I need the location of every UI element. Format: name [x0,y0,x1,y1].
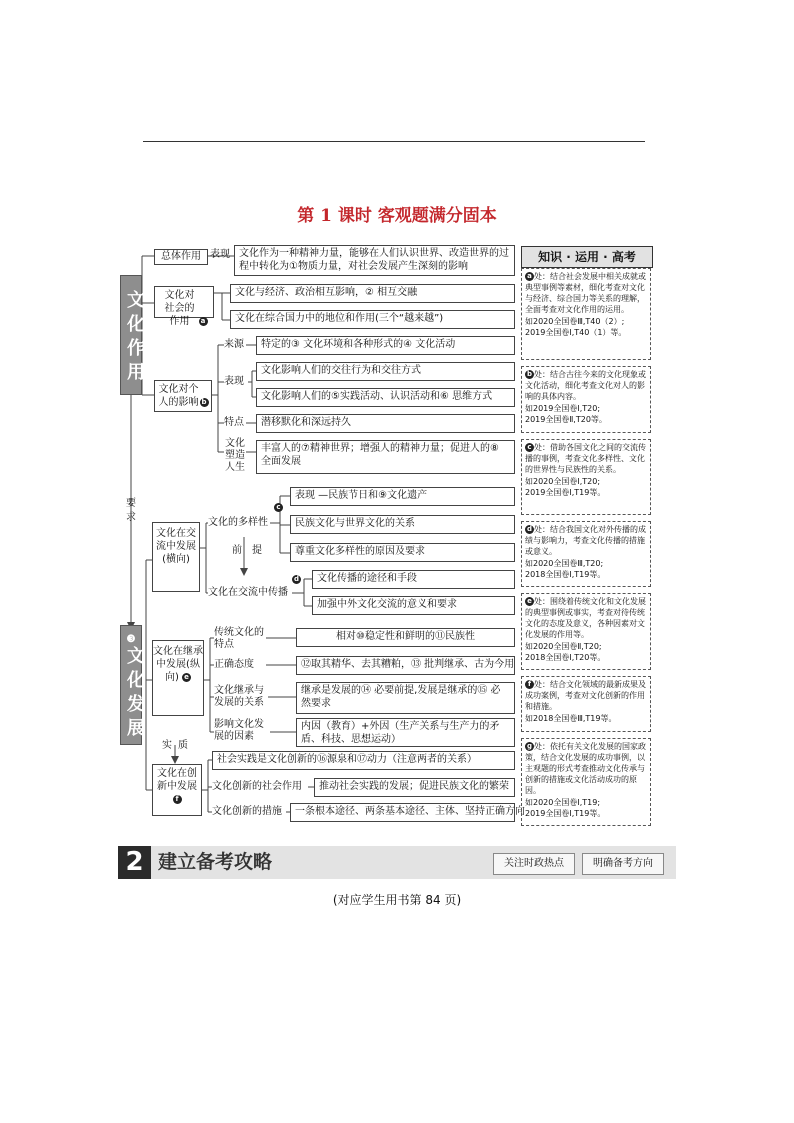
note-marker-icon: b [526,370,532,378]
premise-label: 前提 [232,545,272,556]
society-role-label: 文化对社会的作用 a [154,286,214,318]
show-item-2: 文化影响人们的⑤实践活动、认识活动和⑥ 思维方式 [256,388,515,407]
diversity-item-2: 民族文化与世界文化的关系 [290,515,515,534]
shape-text: 丰富人的⑦精神世界；增强人的精神力量；促进人的⑧ 全面发展 [256,440,515,474]
overall-role-text: 文化作为一种精神力量，能够在人们认识世界、改造世界的过程中转化为①物质力量，对社会发展产生深刻的影响 [234,245,515,276]
feature-label: 特点 [224,417,244,428]
society-item-1: 文化与经济、政治相互影响，② 相互交融 [230,284,515,303]
marker-d-icon: d [293,575,299,583]
side-note-f: f 处：结合文化领域的最新成果及成功案例，考查对文化创新的作用和措施。 如2018全国卷Ⅲ,T19等。 [521,676,651,732]
note-marker-icon: c [525,443,534,452]
innovate-row-1-text: 社会实践是文化创新的⑯源泉和⑰动力（注意两者的关系） [212,751,515,770]
side-note-c: c 处：借助各国文化之间的交流传播的事例，考查文化多样性、文化的世界性与民族性的关系。 如2020全国卷Ⅰ,T20; 2019全国卷Ⅰ,T19等。 [521,439,651,515]
note-marker-icon: g [526,742,532,750]
note-marker-icon: a [525,272,534,281]
innovate-row-3-text: 一条根本途径、两条基本途径、主体、坚持正确方向 [290,803,515,822]
note-marker-icon: f [525,680,534,689]
exchange-label: 文化在交流中发展(横向) [152,522,200,592]
spread-item-2: 加强中外文化交流的意义和要求 [312,596,515,615]
individual-role-label: 文化对个人的影响 b [154,380,212,412]
innovate-label: 文化在创新中发展 f [152,764,202,816]
section-2-title: 建立备考攻略 [158,851,273,873]
diversity-label: 文化的多样性 [208,517,268,528]
diversity-item-1: 表现 —民族节日和⑨文化遗产 [290,487,515,506]
inherit-row-4-label: 影响文化发展的因素 [214,719,264,742]
innovate-row-2-label: 文化创新的社会作用 [212,781,302,792]
overall-link-label: 表现 [210,249,230,260]
shape-label: 文化塑造人生 [225,438,245,473]
inherit-row-2-text: ⑫取其精华、去其糟粕，⑬ 批判继承、古为今用 [296,656,515,675]
side-note-d: d 处：结合我国文化对外传播的成绩与影响力，考查文化传播的措施或意义。 如2020全国卷Ⅲ,T20; 2018全国卷Ⅰ,T19等。 [521,521,651,587]
spread-item-1: 文化传播的途径和手段 [312,570,515,589]
note-marker-icon: e [525,597,534,606]
marker-c-icon: c [274,503,283,512]
diversity-item-3: 尊重文化多样性的原因及要求 [290,543,515,562]
side-note-b: b 处：结合古往今来的文化现象或文化活动，细化考查文化对人的影响的具体内容。 如2019全国卷Ⅰ,T20; 2019全国卷Ⅱ,T20等。 [521,366,651,433]
inherit-row-1-label: 传统文化的特点 [214,627,264,650]
hot-topics-tab[interactable]: 关注时政热点 [493,853,575,875]
show-item-1: 文化影响人们的交往行为和交往方式 [256,362,515,381]
marker-a-icon: a [199,317,208,326]
source-label: 来源 [224,339,244,350]
culture-dev-header: ❸ 文化发展 [120,625,142,745]
culture-role-header: 文化作用 [120,275,142,395]
spread-label: 文化在交流中传播 [208,587,288,598]
essence-label: 实质 [162,740,194,751]
innovate-row-2-text: 推动社会实践的发展；促进民族文化的繁荣 [314,778,515,797]
inherit-row-4-text: 内因（教育）+外因（生产关系与生产力的矛盾、科技、思想运动） [296,718,515,747]
inherit-row-3-label: 文化继承与发展的关系 [214,685,264,708]
inherit-row-1-text: 相对⑩稳定性和鲜明的⑪民族性 [296,628,515,647]
note-marker-icon: d [526,525,532,533]
innovate-row-3-label: 文化创新的措施 [212,806,282,817]
side-note-e: e 处：围绕着传统文化和文化发展的典型事例或事实，考查对待传统文化的态度及意义，各种因素对文化发展的作用等。 如2020全国卷Ⅱ,T20; 2018全国卷Ⅰ,T20等。 [521,593,651,670]
marker-f-icon: f [173,795,182,804]
inherit-row-3-text: 继承是发展的⑭ 必要前提,发展是继承的⑮ 必然要求 [296,682,515,714]
show-label: 表现 [224,376,244,387]
marker-e-icon: e [182,673,191,682]
source-text: 特定的③ 文化环境和各种形式的④ 文化活动 [256,336,515,355]
exam-direction-tab[interactable]: 明确备考方向 [582,853,664,875]
side-note-a: a 处：结合社会发展中相关成就或典型事例等素材，细化考查对文化与经济、综合国力等关系的理解，全面考查对文化作用的运用。 如2020全国卷Ⅲ,T40（2）; 2019全国卷Ⅰ,T40（1）等。 [521,268,651,360]
overall-role-label: 总体作用 [154,249,208,265]
inherit-label: 文化在继承中发展(纵向) e [152,640,204,716]
side-panel-header: 知识 · 运用 · 高考 [521,246,653,268]
side-note-g: g 处：依托有关文化发展的国家政策，结合文化发展的成功事例，以主观题的形式考查推动文化传承与创新的措施或文化活动成功的原因。 如2020全国卷Ⅰ,T19; 2019全国卷Ⅰ,T19等。 [521,738,651,826]
society-item-2: 文化在综合国力中的地位和作用(三个“越来越”) [230,310,515,329]
feature-text: 潜移默化和深远持久 [256,414,515,433]
section-2-number: 2 [118,846,151,879]
page-title: 第 1 课时 客观题满分固本 [297,206,497,226]
inherit-row-2-label: 正确态度 [214,659,254,670]
marker-b-icon: b [201,397,207,406]
page-reference: (对应学生用书第 84 页) [332,893,462,907]
require-label: 要求 [126,498,136,523]
